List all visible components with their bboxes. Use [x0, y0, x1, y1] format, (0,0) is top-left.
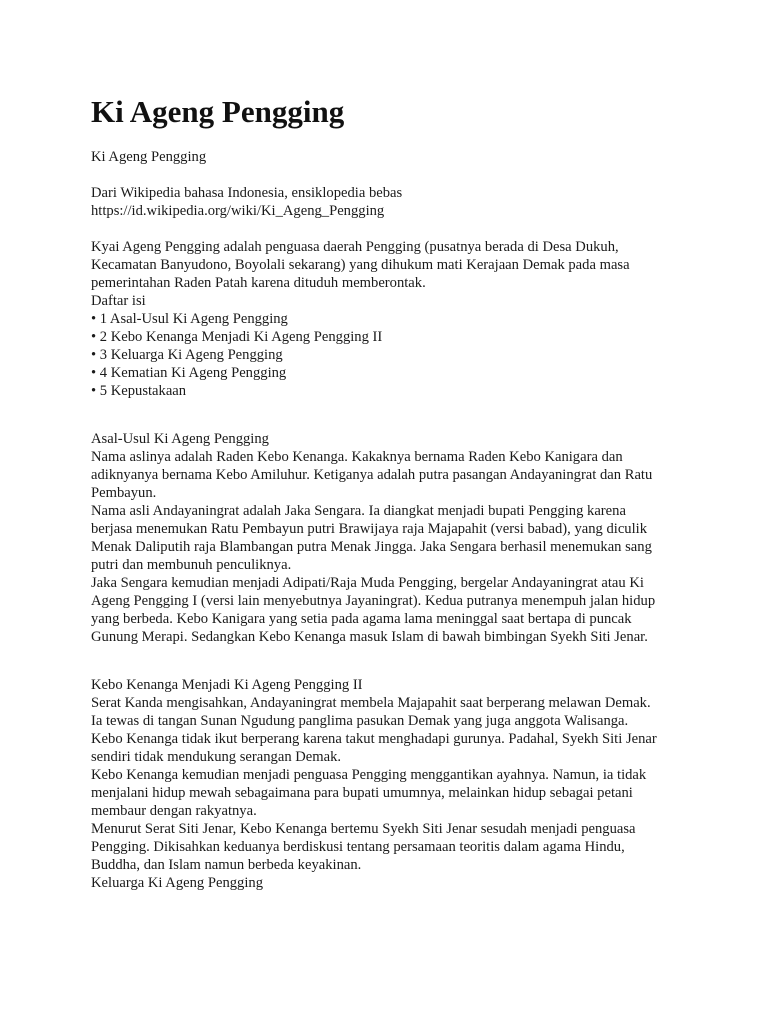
source-block: [91, 184, 731, 220]
document-page: [91, 92, 731, 892]
section-line: adiknyanya bernama Kebo Amiluhur. Ketiganya adalah putra pasangan Andayaningrat dan Ratu: [91, 467, 653, 483]
toc-item: • 1 Asal-Usul Ki Ageng Pengging: [91, 310, 731, 328]
section-heading: Keluarga Ki Ageng Pengging: [91, 875, 263, 891]
intro-line: pemerintahan Raden Patah karena dituduh memberontak.: [91, 275, 426, 291]
section-line: Menak Daliputih raja Blambangan putra Menak Jingga. Jaka Sengara berhasil menemukan sang: [91, 539, 652, 555]
toc-heading: Daftar isi: [91, 293, 146, 309]
section-line: Kebo Kenanga tidak ikut berperang karena takut menghadapi gurunya. Padahal, Syekh Siti Jenar: [91, 731, 657, 747]
section-line: Serat Kanda mengisahkan, Andayaningrat membela Majapahit saat berperang melawan Demak.: [91, 695, 651, 711]
section-line: Pembayun.: [91, 485, 157, 501]
section-line: Kebo Kenanga kemudian menjadi penguasa Pengging menggantikan ayahnya. Namun, ia tidak: [91, 767, 647, 783]
intro-line: Kyai Ageng Pengging adalah penguasa daerah Pengging (pusatnya berada di Desa Dukuh,: [91, 239, 619, 255]
intro-line: Kecamatan Banyudono, Boyolali sekarang) yang dihukum mati Kerajaan Demak pada masa: [91, 257, 630, 273]
section-asal-usul: [91, 430, 731, 646]
section-line: putri dan membunuh penculiknya.: [91, 557, 292, 573]
section-line: membaur dengan rakyatnya.: [91, 803, 257, 819]
section-line: Gunung Merapi. Sedangkan Kebo Kenanga masuk Islam di bawah bimbingan Syekh Siti Jenar.: [91, 629, 648, 645]
section-line: Pengging. Dikisahkan keduanya berdiskusi tentang persamaan teoritis dalam agama Hindu,: [91, 839, 625, 855]
section-kebo-kenanga: [91, 676, 731, 892]
section-line: Nama asli Andayaningrat adalah Jaka Sengara. Ia diangkat menjadi bupati Pengging karena: [91, 503, 626, 519]
section-line: berjasa menemukan Ratu Pembayun putri Brawijaya raja Majapahit (versi babad), yang diculik: [91, 521, 648, 537]
source-line: Dari Wikipedia bahasa Indonesia, ensiklopedia bebas: [91, 185, 403, 201]
page-subtitle: Ki Ageng Pengging: [91, 149, 207, 165]
toc-item: • 4 Kematian Ki Ageng Pengging: [91, 364, 731, 382]
intro-paragraph: [91, 238, 731, 292]
section-line: Buddha, dan Islam namun berbeda keyakinan.: [91, 857, 362, 873]
section-heading: Asal-Usul Ki Ageng Pengging: [91, 431, 269, 447]
toc-item: • 3 Keluarga Ki Ageng Pengging: [91, 346, 731, 364]
section-line: menjalani hidup mewah sebagaimana para bupati umumnya, melainkan hidup sebagai petani: [91, 785, 633, 801]
toc-item: • 5 Kepustakaan: [91, 382, 731, 400]
section-line: sendiri tidak mendukung serangan Demak.: [91, 749, 342, 765]
section-line: Menurut Serat Siti Jenar, Kebo Kenanga bertemu Syekh Siti Jenar sesudah menjadi penguasa: [91, 821, 636, 837]
section-heading: Kebo Kenanga Menjadi Ki Ageng Pengging II: [91, 677, 363, 693]
section-line: Ageng Pengging I (versi lain menyebutnya Jayaningrat). Kedua putranya menempuh jalan hidup: [91, 593, 656, 609]
toc-item: • 2 Kebo Kenanga Menjadi Ki Ageng Pengging II: [91, 328, 731, 346]
source-url: https://id.wikipedia.org/wiki/Ki_Ageng_Pengging: [91, 203, 385, 219]
section-line: Ia tewas di tangan Sunan Ngudung panglima pasukan Demak yang juga anggota Walisanga.: [91, 713, 629, 729]
table-of-contents: [91, 292, 731, 400]
section-line: Nama aslinya adalah Raden Kebo Kenanga. Kakaknya bernama Raden Kebo Kanigara dan: [91, 449, 623, 465]
page-title: Ki Ageng Pengging: [91, 94, 345, 129]
section-line: Jaka Sengara kemudian menjadi Adipati/Raja Muda Pengging, bergelar Andayaningrat atau Ki: [91, 575, 644, 591]
section-line: yang berbeda. Kebo Kanigara yang setia pada agama lama meninggal saat bertapa di puncak: [91, 611, 632, 627]
